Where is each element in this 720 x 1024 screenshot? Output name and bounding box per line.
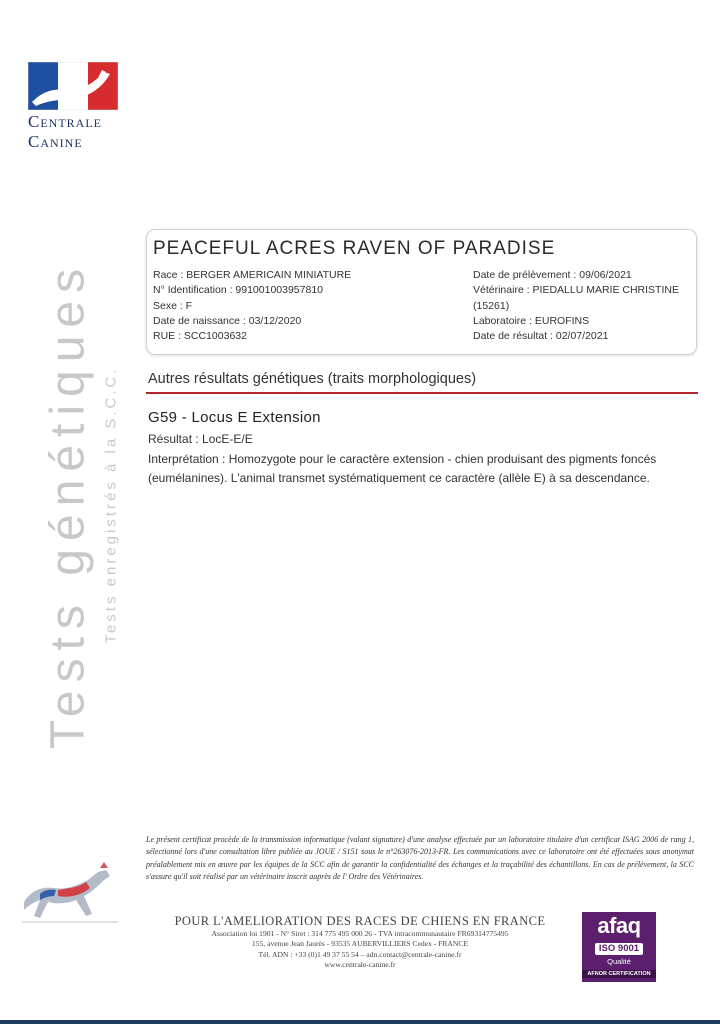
dog-rue: RUE : SCC1003632	[153, 330, 247, 343]
dog-name: PEACEFUL ACRES RAVEN OF PARADISE	[153, 238, 556, 259]
footer	[140, 914, 580, 971]
dog-identification: N° Identification : 991001003957810	[153, 284, 323, 297]
afaq-quality: Qualité	[607, 957, 631, 966]
section-divider	[146, 392, 698, 394]
veterinarian: Vétérinaire : PIEDALLU MARIE CHRISTINE	[473, 284, 679, 297]
dog-details-right	[473, 268, 688, 344]
footer-association: Association loi 1901 - N° Siret : 314 775 495 000 26 - TVA intracommunautaire FR69314775495	[211, 929, 509, 938]
side-subtitle: Tests enregistrés à la S.C.C.	[102, 366, 120, 644]
test-result: Résultat : LocE-E/E	[148, 432, 253, 446]
afaq-certification-badge	[582, 912, 656, 982]
org-name-line2: Canine	[28, 132, 83, 151]
sample-date: Date de prélèvement : 09/06/2021	[473, 269, 632, 281]
result-date: Date de résultat : 02/07/2021	[473, 330, 609, 343]
side-title: Tests génétiques	[41, 260, 95, 750]
afaq-cert: AFNOR CERTIFICATION	[582, 970, 656, 978]
footer-website[interactable]: www.centrale-canine.fr	[324, 960, 396, 970]
legal-notice: Le présent certificat procède de la transmission informatique (valant signature) d'une analyse effectuée par un laboratoire titulaire d'un certificat ISAG 2006 de rang 1, sélectionné lors d'une consultation libre publiée au JOUE / S151 sous le n°263076-2013-FR. Les communications avec ce laboratoire ont été effectuées sous anonymat préalablement mis en œuvre par les équipes de la SCC afin de garantir la confidentialité des échanges et la traçabilité des échantillons. En cas de prélèvement, la SCC s'assure qu'il soit réalisé par un vétérinaire inscrit auprès de l' Ordre des Vétérinaires.	[146, 835, 694, 882]
centrale-canine-flag-logo-icon	[28, 62, 118, 110]
centrale-canine-logo	[28, 62, 124, 152]
dog-sex: Sexe : F	[153, 299, 193, 312]
org-name	[28, 112, 124, 152]
test-title: G59 - Locus E Extension	[148, 409, 321, 426]
veterinarian-number: (15261)	[473, 299, 510, 312]
afaq-logo: afaq	[597, 913, 641, 938]
footer-address: 155, avenue Jean Jaurès - 93535 AUBERVILLIERS Cedex - FRANCE	[251, 939, 469, 949]
running-dog-logo-icon	[18, 858, 124, 928]
afaq-iso: ISO 9001	[595, 943, 643, 955]
dog-details-left	[153, 268, 453, 344]
footer-contact: Tél. ADN : +33 (0)1 49 37 55 54 – adn.contact@centrale-canine.fr	[258, 949, 462, 959]
section-title: Autres résultats génétiques (traits morphologiques)	[148, 371, 477, 387]
dog-birth-date: Date de naissance : 03/12/2020	[153, 314, 302, 327]
laboratory: Laboratoire : EUROFINS	[473, 314, 590, 327]
org-name-line1: Centrale	[28, 112, 102, 131]
dog-info-card	[146, 229, 697, 355]
footer-title: POUR L'AMELIORATION DES RACES DE CHIENS EN FRANCE	[174, 914, 546, 928]
bottom-bar	[0, 1020, 720, 1024]
dog-breed: Race : BERGER AMERICAIN MINIATURE	[153, 269, 352, 281]
test-interpretation: Interprétation : Homozygote pour le caractère extension - chien produisant des pigments foncés (eumélanines). L'animal transmet systématiquement ce caractère (allèle E) à sa descendance.	[148, 452, 657, 485]
